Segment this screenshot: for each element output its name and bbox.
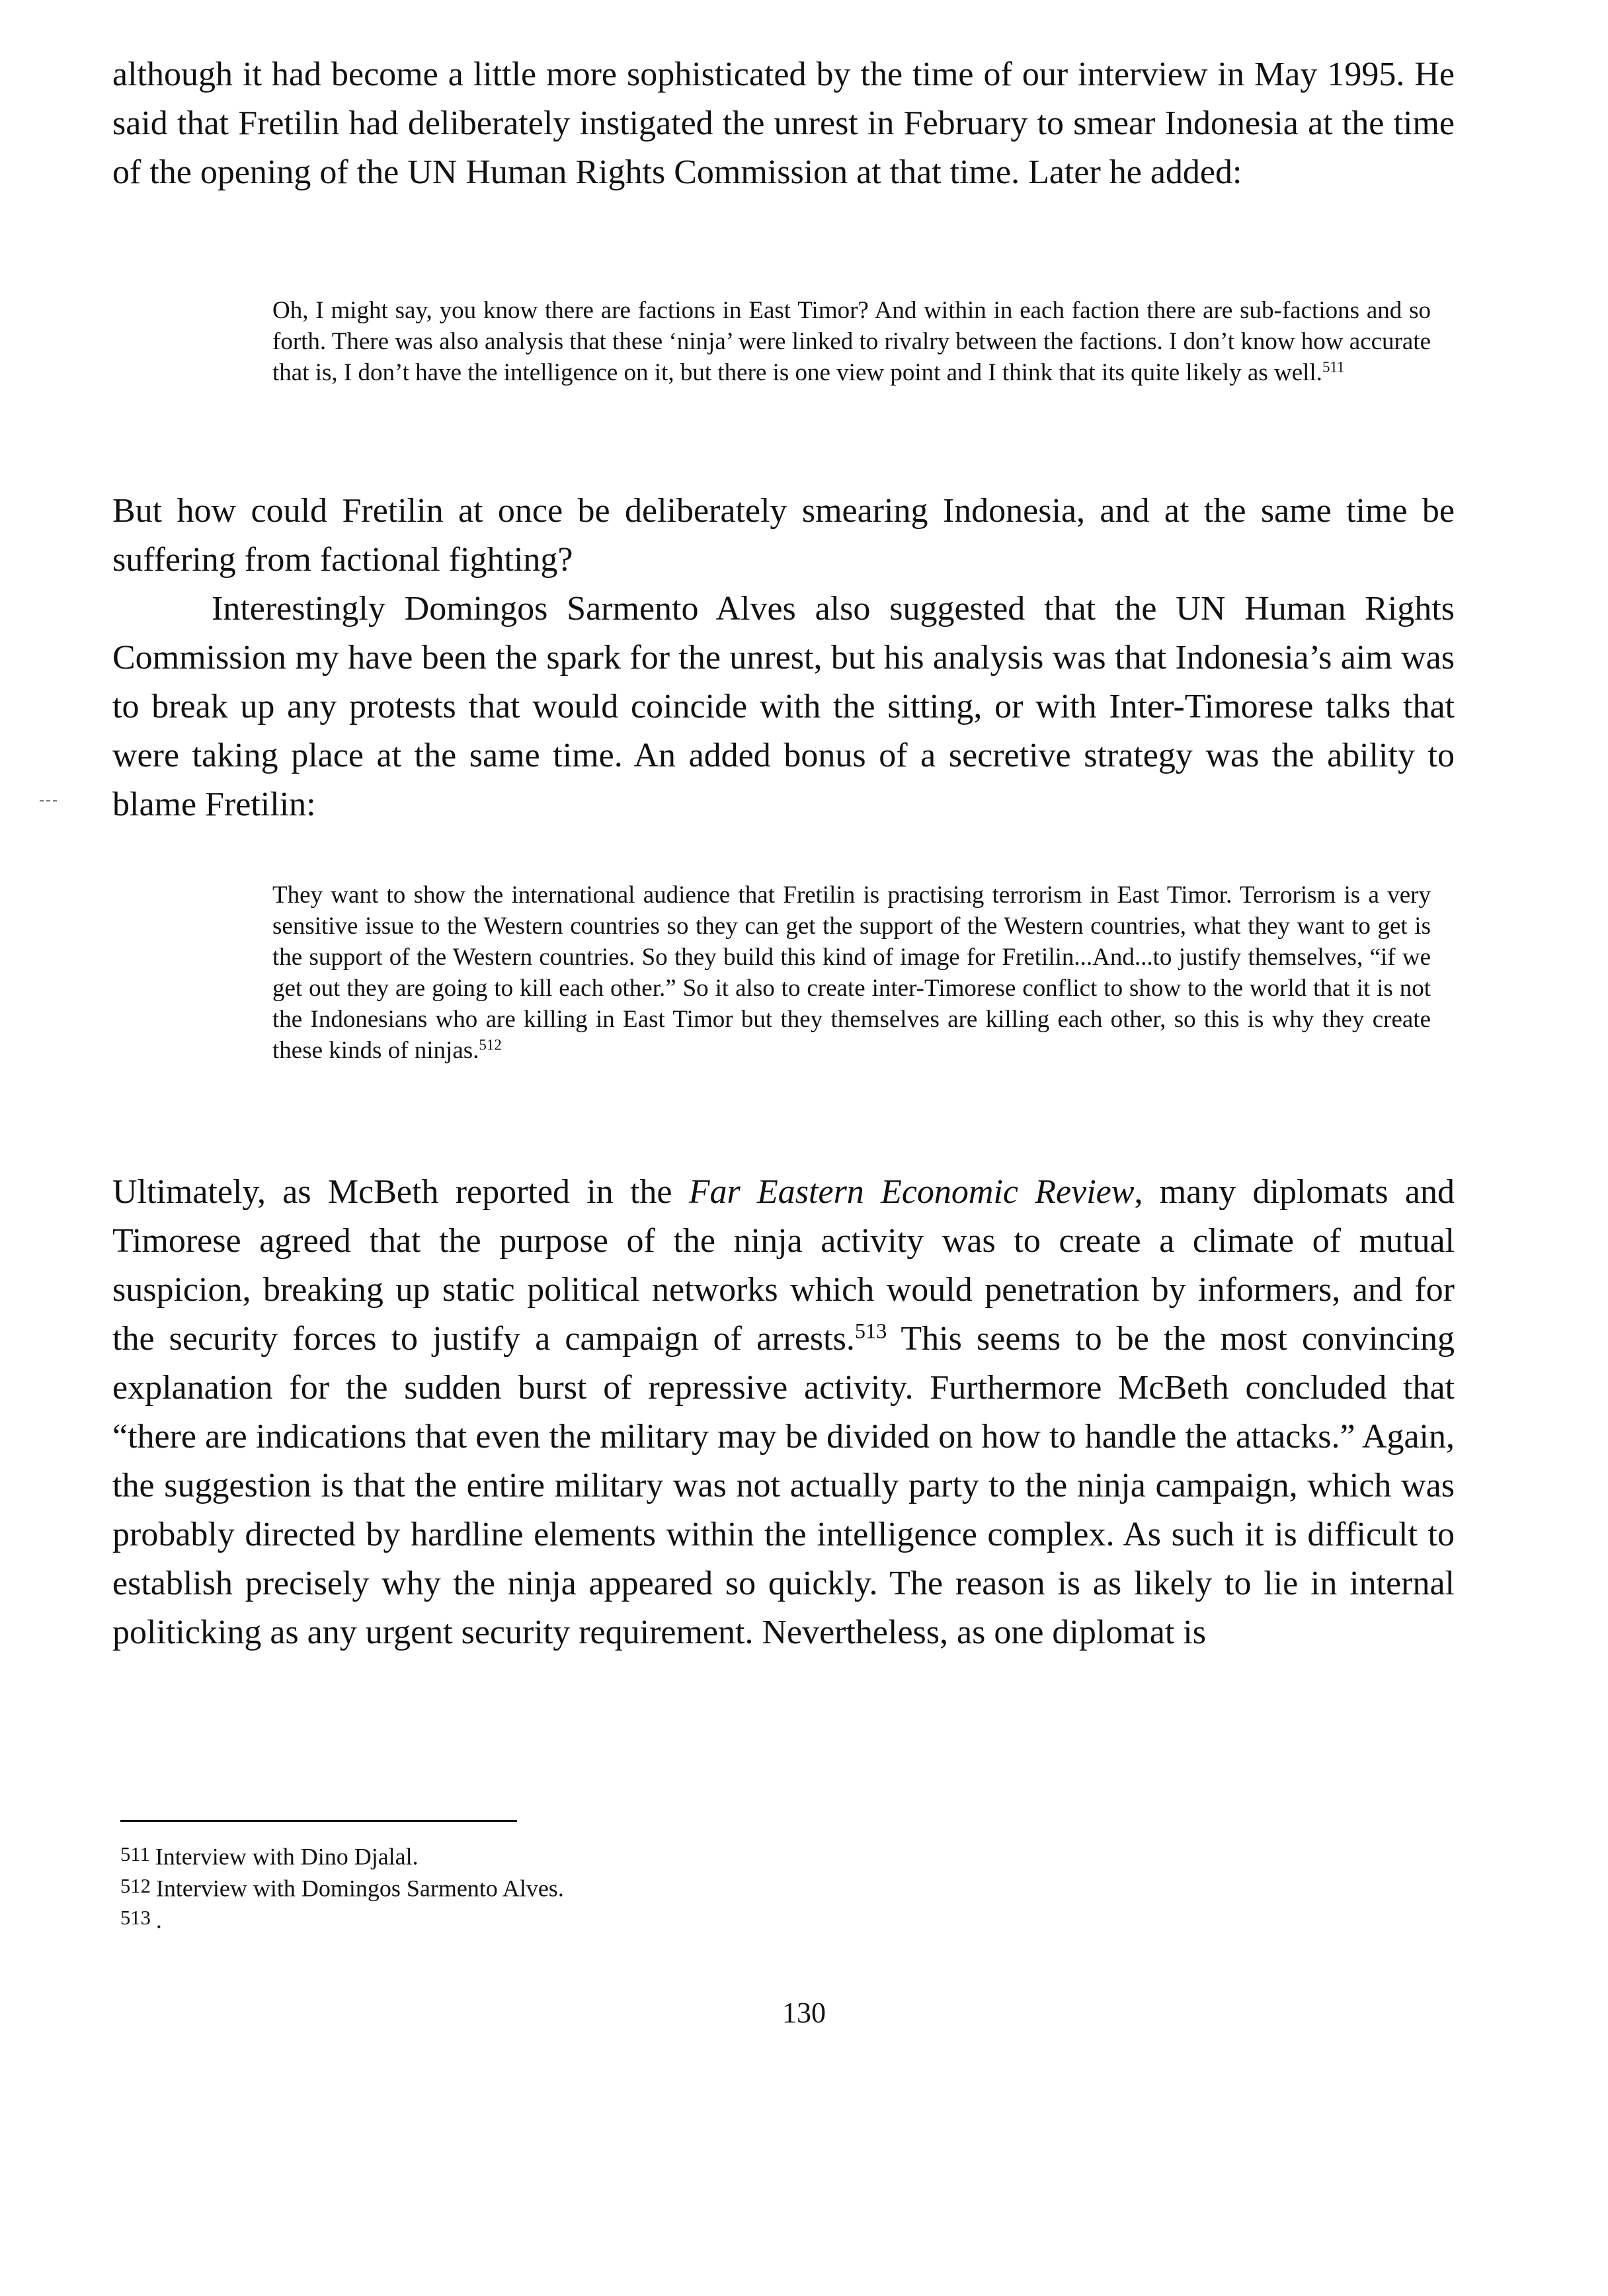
footnote-text: Interview with Domingos Sarmento Alves. [155,1875,564,1902]
footnote-number: 511 [120,1843,150,1866]
footnote-rule [120,1820,517,1822]
journal-title: Far Eastern Economic Review [688,1173,1135,1211]
footnote-511 [120,1840,419,1871]
footnote-ref-512: 512 [479,1036,502,1053]
footnote-ref-513: 513 [854,1319,887,1343]
paragraph-4-text-b: , many diplomats and Timorese agreed that the purpose of the ninja activity was to create a climate of mutual suspicion, breaking up static political networks which would penetration by informers, and for the security forces to justify a campaign of arrests. [112,1173,1455,1358]
paragraph-3 [112,585,1455,829]
footnote-text: Interview with Dino Djalal. [155,1843,419,1870]
block-quote-2-text: They want to show the international audience that Fretilin is practising terrorism in East Timor. Terrorism is a very sensitive issue to the Western countries so they can get the support of the Western countries, what they want to get is the support of the Western countries. So they build this kind of image for Fretilin...And...to justify themselves, “if we get out they are going to kill each other.” So it also to create inter-Timorese conflict to show to the world that it is not the Indonesians who are killing in East Timor but they themselves are killing each other, so this is why they create these kinds of ninjas. [272,882,1431,1064]
page-number: 130 [782,1996,826,2029]
paragraph-4-text-a: Ultimately, as McBeth reported in the [112,1173,689,1211]
footnote-512 [120,1871,564,1903]
paragraph-2-text: But how could Fretilin at once be deliberately smearing Indonesia, and at the same time be suffering from factional fighting? [112,492,1455,579]
block-quote-1 [272,295,1431,388]
footnote-ref-511: 511 [1322,358,1345,376]
block-quote-2 [272,880,1431,1066]
footnote-text: . [155,1906,162,1934]
footnote-513 [120,1903,162,1935]
margin-mark [40,800,57,801]
footnote-number: 512 [120,1875,151,1897]
paragraph-1 [112,50,1455,197]
paragraph-2 [112,487,1455,585]
paragraph-4-text-c: This seems to be the most convincing explanation for the sudden burst of repressive activity. Furthermore McBeth concluded that “there are indications that even the military may be divided on how to handle the attacks.” Again, the suggestion is that the entire military was not actually party to the ninja campaign, which was probably directed by hardline elements within the intelligence complex. As such it is difficult to establish precisely why the ninja appeared so quickly. The reason is as likely to lie in internal politicking as any urgent security requirement. Nevertheless, as one diplomat is [112,1320,1455,1651]
paragraph-4 [112,1168,1455,1657]
block-quote-1-text: Oh, I might say, you know there are factions in East Timor? And within in each faction there are sub-factions and so forth. There was also analysis that these ‘ninja’ were linked to rivalry between the factions. I don’t know how accurate that is, I don’t have the intelligence on it, but there is one view point and I think that its quite likely as well. [272,297,1431,386]
paragraph-3-text: Interestingly Domingos Sarmento Alves also suggested that the UN Human Rights Commission my have been the spark for the unrest, but his analysis was that Indonesia’s aim was to break up any protests that would coincide with the sitting, or with Inter-Timorese talks that were taking place at the same time. An added bonus of a secretive strategy was the ability to blame Fretilin: [112,590,1455,823]
footnote-number: 513 [120,1906,151,1929]
paragraph-1-text: although it had become a little more sophisticated by the time of our interview in May 1995. He said that Fretilin had deliberately instigated the unrest in February to smear Indonesia at the time of the opening of the UN Human Rights Commission at that time. Later he added: [112,56,1455,191]
